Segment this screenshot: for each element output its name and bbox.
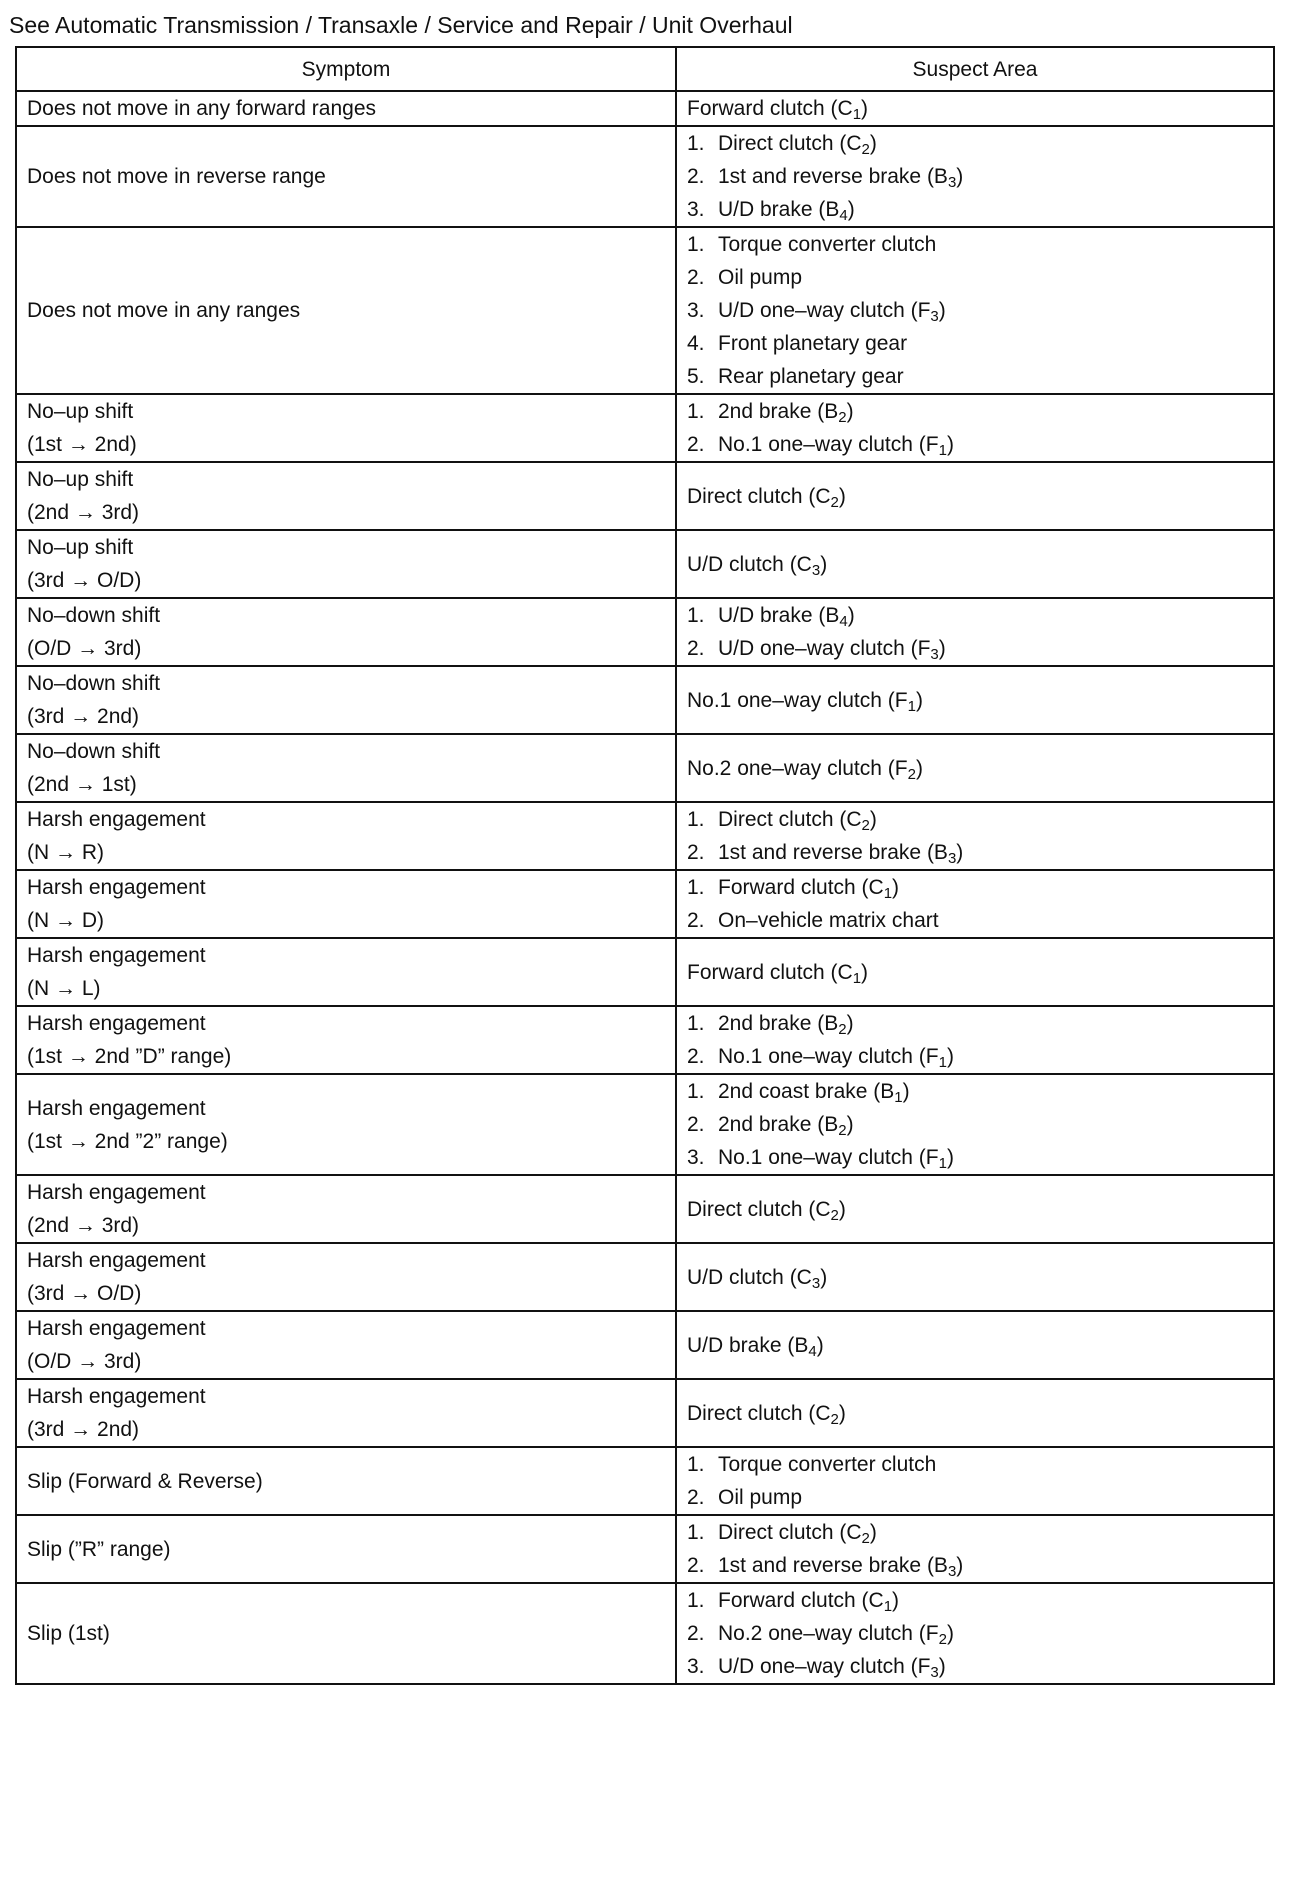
- subscript-index: 2: [861, 817, 870, 834]
- suspect-area-text: 1st and reverse brake (B: [718, 1554, 948, 1577]
- suspect-area-item: [687, 1516, 1263, 1549]
- suspect-area-item: [687, 228, 1263, 261]
- closing-paren: ): [820, 1265, 828, 1289]
- closing-paren: ): [847, 604, 855, 627]
- suspect-area-text: U/D brake (B: [718, 604, 840, 627]
- symptom-text: Slip (Forward & Reverse): [27, 1469, 263, 1493]
- closing-paren: ): [869, 808, 877, 831]
- symptom-text: Harsh engagement: [27, 876, 206, 899]
- table-row: [16, 530, 1274, 598]
- item-number: 2.: [687, 165, 705, 188]
- subscript-index: 2: [938, 1631, 947, 1648]
- symptom-text: (2nd → 3rd): [27, 1214, 140, 1237]
- item-number: 5.: [687, 365, 705, 388]
- closing-paren: ): [816, 1333, 824, 1357]
- symptom-text: (N → R): [27, 841, 104, 864]
- suspect-area-item: [687, 261, 1263, 294]
- subscript-index: 4: [839, 207, 848, 224]
- table-row: [16, 227, 1274, 394]
- suspect-area-text: Front planetary gear: [718, 332, 908, 355]
- closing-paren: ): [938, 299, 946, 322]
- suspect-area-item: [687, 871, 1263, 904]
- subscript-index: 2: [838, 1021, 847, 1038]
- closing-paren: ): [847, 198, 855, 221]
- suspect-area-text: U/D one–way clutch (F: [718, 637, 931, 660]
- suspect-area-cell: [676, 1243, 1274, 1311]
- suspect-area-cell: [676, 227, 1274, 394]
- closing-paren: ): [956, 1554, 964, 1577]
- symptom-cell: [16, 1074, 676, 1175]
- suspect-area-item: [687, 1108, 1263, 1141]
- closing-paren: ): [956, 165, 964, 188]
- table-row: [16, 802, 1274, 870]
- suspect-area-text: U/D one–way clutch (F: [718, 1655, 931, 1678]
- suspect-area-text: Oil pump: [718, 1486, 803, 1509]
- suspect-area-text: Direct clutch (C: [718, 132, 862, 155]
- table-row: [16, 598, 1274, 666]
- suspect-area-cell: [676, 598, 1274, 666]
- suspect-area-cell: [676, 394, 1274, 462]
- subscript-index: 3: [947, 1563, 957, 1580]
- suspect-area-text: 2nd coast brake (B: [718, 1080, 895, 1103]
- table-header-row: [16, 47, 1274, 91]
- suspect-area-item: [687, 1617, 1263, 1650]
- closing-paren: ): [946, 1146, 954, 1169]
- suspect-area-text: Direct clutch (C: [718, 1521, 862, 1544]
- suspect-area-item: [687, 1193, 1263, 1226]
- closing-paren: ): [846, 1012, 854, 1035]
- suspect-area-text: U/D brake (B: [687, 1333, 809, 1357]
- subscript-index: 3: [811, 561, 821, 579]
- symptom-cell: [16, 1583, 676, 1684]
- suspect-area-cell: [676, 802, 1274, 870]
- table-row: [16, 394, 1274, 462]
- symptom-text: No–down shift: [27, 604, 161, 627]
- table-row: [16, 1311, 1274, 1379]
- closing-paren: ): [861, 97, 869, 120]
- symptom-text: Harsh engagement: [27, 1012, 206, 1035]
- suspect-area-text: No.1 one–way clutch (F: [718, 1045, 939, 1068]
- closing-paren: ): [946, 1622, 954, 1645]
- table-row: [16, 1583, 1274, 1684]
- suspect-area-item: [687, 904, 1263, 937]
- subscript-index: 1: [883, 885, 893, 902]
- table-body: [16, 91, 1274, 1684]
- suspect-area-item: [687, 1481, 1263, 1514]
- suspect-area-text: Direct clutch (C: [687, 1197, 831, 1221]
- suspect-area-text: Forward clutch (C: [687, 97, 853, 120]
- symptom-text: (O/D → 3rd): [27, 637, 142, 660]
- closing-paren: ): [946, 1045, 954, 1068]
- symptom-text: Harsh engagement: [27, 1317, 206, 1340]
- symptom-cell: [16, 1379, 676, 1447]
- suspect-area-text: 1st and reverse brake (B: [718, 165, 948, 188]
- symptom-cell: [16, 227, 676, 394]
- suspect-area-item: [687, 1040, 1263, 1073]
- suspect-area-cell: [676, 666, 1274, 734]
- item-number: 1.: [687, 233, 705, 256]
- subscript-index: 2: [861, 1530, 870, 1547]
- symptom-text: (O/D → 3rd): [27, 1350, 142, 1373]
- item-number: 1.: [687, 132, 705, 155]
- suspect-area-cell: [676, 938, 1274, 1006]
- suspect-area-cell: [676, 1074, 1274, 1175]
- subscript-index: 1: [907, 697, 916, 715]
- suspect-area-cell: [676, 1379, 1274, 1447]
- closing-paren: ): [838, 1197, 846, 1221]
- suspect-area-item: [687, 1584, 1263, 1617]
- symptom-text: Does not move in any forward ranges: [27, 97, 377, 120]
- subscript-index: 3: [811, 1274, 821, 1292]
- suspect-area-item: [687, 1329, 1263, 1362]
- symptom-cell: [16, 1311, 676, 1379]
- closing-paren: ): [846, 1113, 854, 1136]
- suspect-area-item: [687, 836, 1263, 869]
- suspect-area-item: [687, 360, 1263, 393]
- suspect-area-item: [687, 480, 1263, 513]
- suspect-area-cell: [676, 126, 1274, 227]
- suspect-area-item: [687, 684, 1263, 717]
- table-row: [16, 870, 1274, 938]
- subscript-index: 3: [947, 174, 957, 191]
- table-row: [16, 938, 1274, 1006]
- suspect-area-item: [687, 599, 1263, 632]
- item-number: 2.: [687, 637, 705, 660]
- item-number: 3.: [687, 198, 705, 221]
- suspect-area-text: Torque converter clutch: [718, 1453, 937, 1476]
- item-number: 1.: [687, 1012, 705, 1035]
- symptom-text: (3rd → O/D): [27, 569, 142, 592]
- subscript-index: 1: [852, 969, 862, 987]
- suspect-area-text: No.1 one–way clutch (F: [718, 1146, 939, 1169]
- closing-paren: ): [861, 960, 869, 984]
- suspect-area-text: U/D clutch (C: [687, 552, 812, 576]
- suspect-area-item: [687, 1448, 1263, 1481]
- item-number: 2.: [687, 1554, 705, 1577]
- suspect-area-item: [687, 632, 1263, 665]
- subscript-index: 2: [830, 493, 839, 511]
- symptom-cell: [16, 598, 676, 666]
- suspect-area-item: [687, 395, 1263, 428]
- symptom-text: Slip (”R” range): [27, 1537, 171, 1561]
- page-title: See Automatic Transmission / Transaxle / Service and Repair / Unit Overhaul: [9, 12, 793, 38]
- subscript-index: 2: [830, 1206, 839, 1224]
- item-number: 1.: [687, 1453, 705, 1476]
- suspect-area-item: [687, 803, 1263, 836]
- symptom-text: Harsh engagement: [27, 1249, 206, 1272]
- symptom-text: (1st → 2nd ”D” range): [27, 1045, 232, 1068]
- closing-paren: ): [869, 1521, 877, 1544]
- suspect-area-text: U/D one–way clutch (F: [718, 299, 931, 322]
- closing-paren: ): [956, 841, 964, 864]
- subscript-index: 4: [808, 1342, 817, 1360]
- item-number: 2.: [687, 841, 705, 864]
- suspect-area-text: Forward clutch (C: [687, 960, 853, 984]
- suspect-area-item: [687, 1397, 1263, 1430]
- suspect-area-item: [687, 327, 1263, 360]
- symptom-text: Harsh engagement: [27, 1181, 206, 1204]
- suspect-area-cell: [676, 1515, 1274, 1583]
- item-number: 1.: [687, 1521, 705, 1544]
- closing-paren: ): [902, 1080, 910, 1103]
- subscript-index: 3: [930, 1664, 939, 1681]
- closing-paren: ): [915, 756, 923, 780]
- suspect-area-cell: [676, 870, 1274, 938]
- suspect-area-item: [687, 1007, 1263, 1040]
- table-row: [16, 126, 1274, 227]
- symptom-text: (1st → 2nd): [27, 433, 137, 456]
- subscript-index: 2: [861, 141, 870, 158]
- table-row: [16, 1379, 1274, 1447]
- symptom-text: No–up shift: [27, 468, 134, 491]
- item-number: 3.: [687, 299, 705, 322]
- symptom-cell: [16, 734, 676, 802]
- suspect-area-text: U/D brake (B: [718, 198, 840, 221]
- suspect-area-item: [687, 956, 1263, 989]
- suspect-area-text: Forward clutch (C: [718, 876, 884, 899]
- symptom-text: Harsh engagement: [27, 808, 206, 831]
- subscript-index: 2: [830, 1410, 839, 1428]
- suspect-area-text: 2nd brake (B: [718, 1012, 839, 1035]
- symptom-text: (3rd → 2nd): [27, 1418, 140, 1441]
- suspect-area-item: [687, 1261, 1263, 1294]
- symptom-text: Slip (1st): [27, 1622, 110, 1645]
- symptom-text: (N → L): [27, 977, 101, 1000]
- subscript-index: 4: [839, 613, 848, 630]
- symptom-text: No–down shift: [27, 740, 161, 763]
- symptom-cell: [16, 870, 676, 938]
- item-number: 3.: [687, 1655, 705, 1678]
- suspect-area-text: Torque converter clutch: [718, 233, 937, 256]
- item-number: 2.: [687, 909, 705, 932]
- subscript-index: 1: [938, 1155, 947, 1172]
- symptom-text: No–up shift: [27, 400, 134, 423]
- symptom-cell: [16, 666, 676, 734]
- column-header-suspect-area: Suspect Area: [676, 47, 1274, 91]
- item-number: 2.: [687, 266, 705, 289]
- suspect-area-text: 2nd brake (B: [718, 1113, 839, 1136]
- symptom-text: Harsh engagement: [27, 1096, 206, 1120]
- item-number: 2.: [687, 1045, 705, 1068]
- suspect-area-text: Direct clutch (C: [687, 1401, 831, 1425]
- suspect-area-item: [687, 92, 1263, 125]
- subscript-index: 2: [838, 409, 847, 426]
- closing-paren: ): [838, 484, 846, 508]
- symptom-text: Harsh engagement: [27, 944, 206, 967]
- item-number: 4.: [687, 332, 705, 355]
- item-number: 1.: [687, 604, 705, 627]
- closing-paren: ): [946, 433, 954, 456]
- suspect-area-item: [687, 1141, 1263, 1174]
- item-number: 1.: [687, 808, 705, 831]
- closing-paren: ): [938, 1655, 946, 1678]
- item-number: 2.: [687, 1113, 705, 1136]
- suspect-area-text: Oil pump: [718, 266, 803, 289]
- symptom-cell: [16, 938, 676, 1006]
- closing-paren: ): [892, 876, 900, 899]
- symptom-text: Does not move in any ranges: [27, 299, 301, 322]
- table-row: [16, 1447, 1274, 1515]
- closing-paren: ): [915, 688, 923, 712]
- subscript-index: 1: [938, 442, 947, 459]
- symptom-cell: [16, 1006, 676, 1074]
- subscript-index: 1: [852, 106, 862, 123]
- symptom-cell: [16, 462, 676, 530]
- table-row: [16, 666, 1274, 734]
- table-row: [16, 1006, 1274, 1074]
- subscript-index: 2: [838, 1122, 847, 1139]
- suspect-area-text: On–vehicle matrix chart: [718, 909, 939, 932]
- suspect-area-item: [687, 548, 1263, 581]
- table-row: [16, 91, 1274, 126]
- suspect-area-text: No.1 one–way clutch (F: [718, 433, 939, 456]
- subscript-index: 3: [930, 308, 939, 325]
- symptom-cell: [16, 126, 676, 227]
- suspect-area-cell: [676, 1583, 1274, 1684]
- closing-paren: ): [869, 132, 877, 155]
- symptom-cell: [16, 1175, 676, 1243]
- closing-paren: ): [938, 637, 946, 660]
- suspect-area-text: Forward clutch (C: [718, 1589, 884, 1612]
- suspect-area-cell: [676, 734, 1274, 802]
- suspect-area-text: Rear planetary gear: [718, 365, 904, 388]
- item-number: 3.: [687, 1146, 705, 1169]
- suspect-area-cell: [676, 91, 1274, 126]
- subscript-index: 3: [930, 646, 939, 663]
- closing-paren: ): [820, 552, 828, 576]
- symptom-cell: [16, 802, 676, 870]
- subscript-index: 3: [947, 850, 957, 867]
- suspect-area-cell: [676, 462, 1274, 530]
- table-row: [16, 734, 1274, 802]
- suspect-area-text: Direct clutch (C: [718, 808, 862, 831]
- item-number: 1.: [687, 1080, 705, 1103]
- symptom-text: (2nd → 1st): [27, 773, 137, 796]
- symptom-text: (2nd → 3rd): [27, 501, 140, 524]
- suspect-area-text: U/D clutch (C: [687, 1265, 812, 1289]
- suspect-area-cell: [676, 530, 1274, 598]
- suspect-area-cell: [676, 1447, 1274, 1515]
- suspect-area-item: [687, 160, 1263, 193]
- suspect-area-text: No.2 one–way clutch (F: [687, 756, 908, 780]
- subscript-index: 1: [894, 1089, 903, 1106]
- symptom-cell: [16, 1447, 676, 1515]
- symptom-cell: [16, 1243, 676, 1311]
- item-number: 2.: [687, 1622, 705, 1645]
- suspect-area-item: [687, 294, 1263, 327]
- suspect-area-text: Direct clutch (C: [687, 484, 831, 508]
- suspect-area-item: [687, 428, 1263, 461]
- symptom-cell: [16, 394, 676, 462]
- table-row: [16, 1074, 1274, 1175]
- symptom-text: No–down shift: [27, 672, 161, 695]
- symptom-text: (3rd → 2nd): [27, 705, 140, 728]
- subscript-index: 1: [883, 1598, 893, 1615]
- item-number: 1.: [687, 876, 705, 899]
- suspect-area-item: [687, 193, 1263, 226]
- symptom-text: Harsh engagement: [27, 1385, 206, 1408]
- column-header-symptom: Symptom: [16, 47, 676, 91]
- table-row: [16, 1243, 1274, 1311]
- symptom-cell: [16, 1515, 676, 1583]
- suspect-area-text: 2nd brake (B: [718, 400, 839, 423]
- suspect-area-cell: [676, 1311, 1274, 1379]
- closing-paren: ): [846, 400, 854, 423]
- symptom-text: Does not move in reverse range: [27, 165, 326, 188]
- suspect-area-item: [687, 1650, 1263, 1683]
- suspect-area-item: [687, 1075, 1263, 1108]
- suspect-area-item: [687, 1549, 1263, 1582]
- symptom-text: No–up shift: [27, 536, 134, 559]
- symptom-table: [15, 46, 1275, 1685]
- suspect-area-item: [687, 752, 1263, 785]
- suspect-area-cell: [676, 1175, 1274, 1243]
- item-number: 1.: [687, 400, 705, 423]
- symptom-text: (N → D): [27, 909, 104, 932]
- table-row: [16, 462, 1274, 530]
- symptom-cell: [16, 91, 676, 126]
- suspect-area-cell: [676, 1006, 1274, 1074]
- suspect-area-text: No.1 one–way clutch (F: [687, 688, 908, 712]
- subscript-index: 2: [907, 765, 916, 783]
- table-row: [16, 1175, 1274, 1243]
- closing-paren: ): [838, 1401, 846, 1425]
- closing-paren: ): [892, 1589, 900, 1612]
- suspect-area-text: 1st and reverse brake (B: [718, 841, 948, 864]
- item-number: 2.: [687, 1486, 705, 1509]
- symptom-text: (1st → 2nd ”2” range): [27, 1129, 228, 1153]
- item-number: 2.: [687, 433, 705, 456]
- table-row: [16, 1515, 1274, 1583]
- suspect-area-text: No.2 one–way clutch (F: [718, 1622, 939, 1645]
- item-number: 1.: [687, 1589, 705, 1612]
- symptom-text: (3rd → O/D): [27, 1282, 142, 1305]
- subscript-index: 1: [938, 1054, 947, 1071]
- suspect-area-item: [687, 127, 1263, 160]
- symptom-cell: [16, 530, 676, 598]
